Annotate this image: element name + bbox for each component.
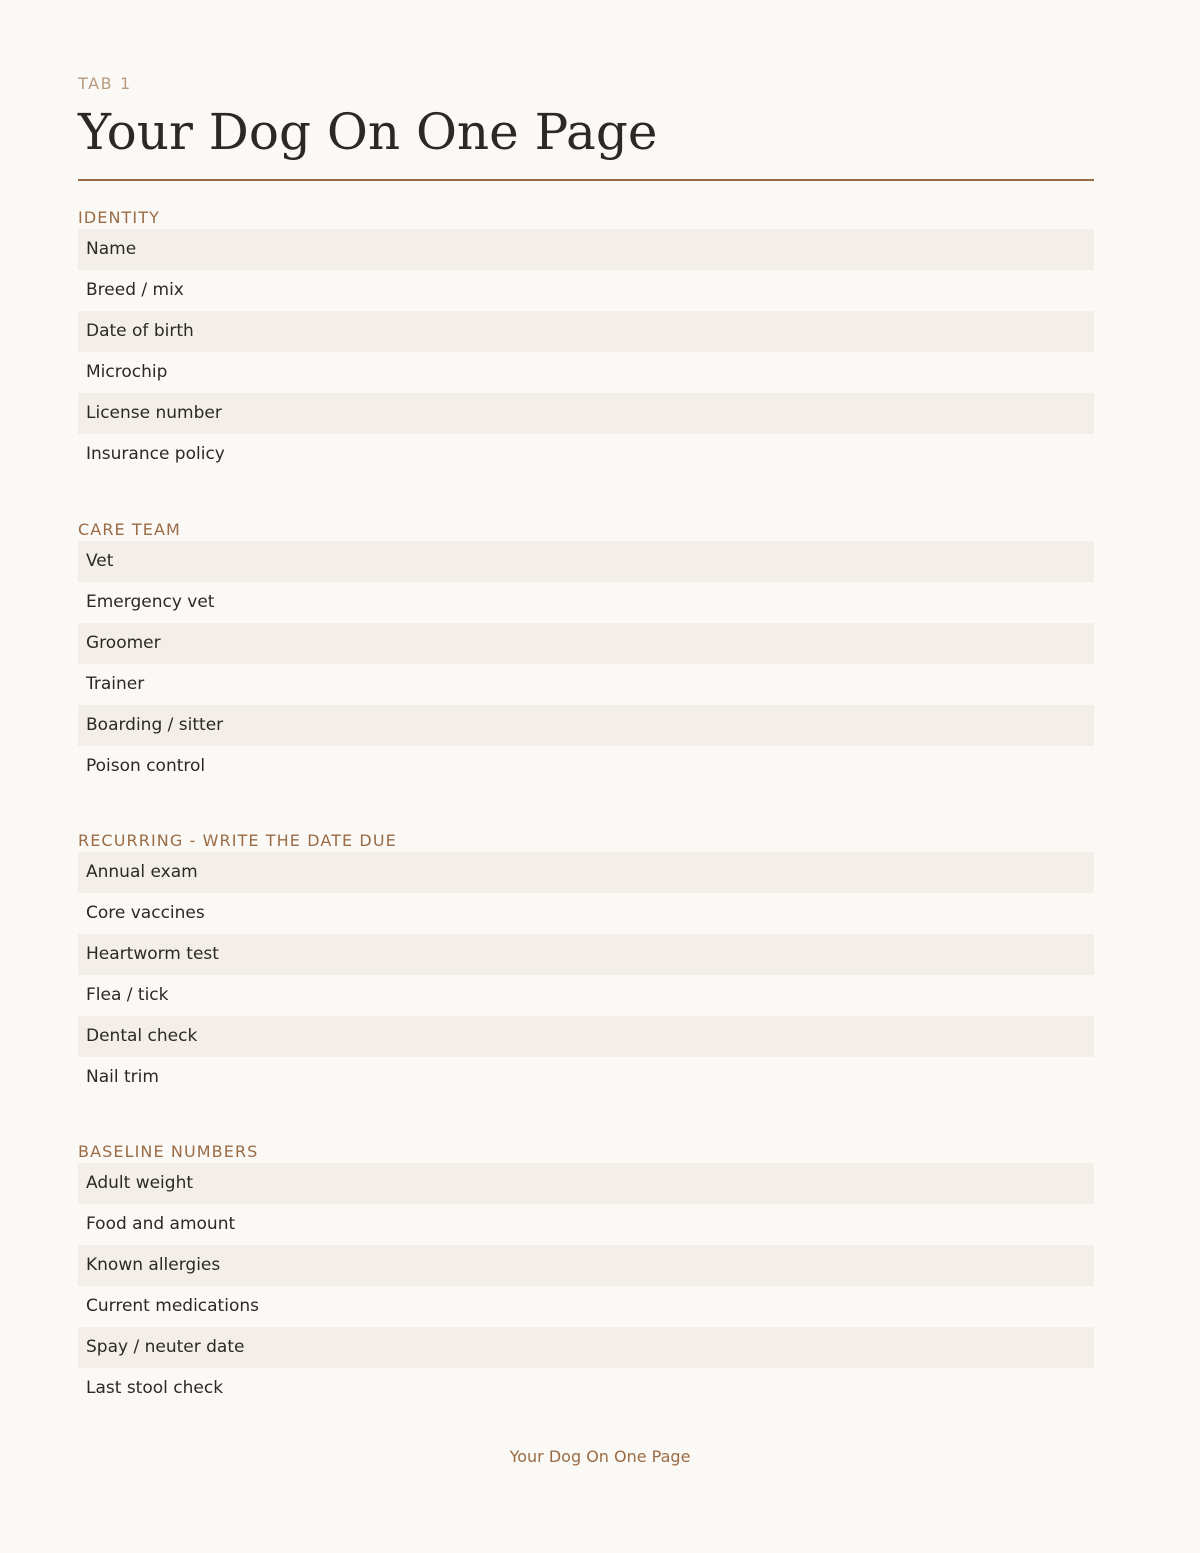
form-row: Date of birth	[78, 311, 1094, 352]
form-row: Annual exam	[78, 852, 1094, 893]
form-row: Food and amount	[86, 1214, 236, 1234]
section-title: CARE TEAM	[78, 520, 181, 539]
section-identity	[78, 208, 1094, 475]
form-row: License number	[78, 393, 1094, 434]
page-footer: Your Dog On One Page	[509, 1447, 691, 1466]
form-row: Breed / mix	[86, 280, 184, 300]
form-row: Nail trim	[86, 1067, 159, 1087]
section-care-team	[78, 520, 1094, 787]
section-title: RECURRING - WRITE THE DATE DUE	[78, 831, 397, 850]
page-title: Your Dog On One Page	[78, 103, 658, 161]
section-baseline-numbers	[78, 1142, 1094, 1409]
form-row: Adult weight	[78, 1163, 1094, 1204]
form-row: Current medications	[86, 1296, 259, 1316]
form-row: Name	[78, 229, 1094, 270]
form-row: Vet	[78, 541, 1094, 582]
section-recurring	[78, 831, 1094, 1098]
form-row: Microchip	[86, 362, 168, 382]
form-row: Heartworm test	[78, 934, 1094, 975]
section-title: IDENTITY	[78, 208, 160, 227]
title-divider	[78, 179, 1094, 181]
form-row: Last stool check	[86, 1378, 224, 1398]
form-row: Spay / neuter date	[78, 1327, 1094, 1368]
form-row: Dental check	[78, 1016, 1094, 1057]
form-row: Boarding / sitter	[78, 705, 1094, 746]
section-title: BASELINE NUMBERS	[78, 1142, 259, 1161]
form-row: Groomer	[78, 623, 1094, 664]
form-row: Emergency vet	[86, 592, 215, 612]
form-row: Flea / tick	[86, 985, 169, 1005]
form-row: Trainer	[86, 674, 145, 694]
form-row: Poison control	[86, 756, 206, 776]
tab-label: TAB 1	[78, 74, 132, 93]
form-row: Core vaccines	[86, 903, 205, 923]
form-row: Insurance policy	[86, 444, 225, 464]
form-row: Known allergies	[78, 1245, 1094, 1286]
